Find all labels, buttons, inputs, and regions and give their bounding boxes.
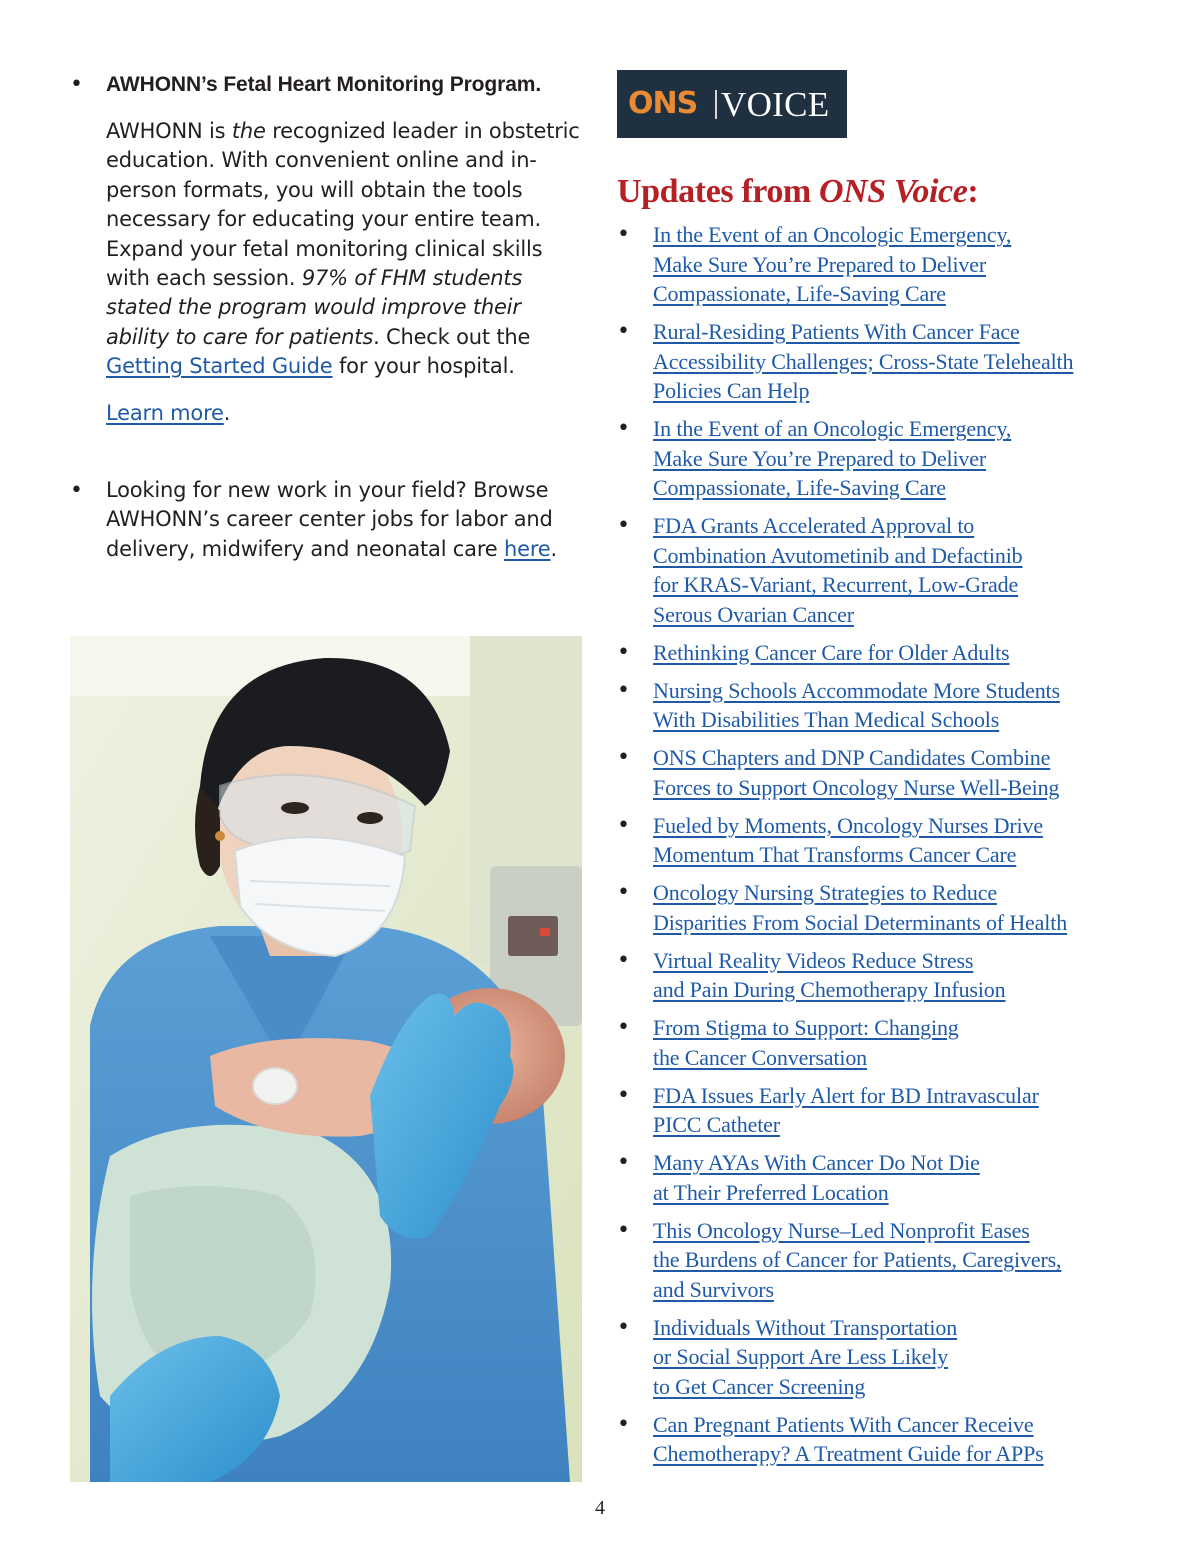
logo-ons-text: ONS	[628, 86, 698, 121]
fhm-program-description: AWHONN is the recognized leader in obstetric education. With convenient online and in-person formats, you will obtain the tools necessary for educating your entire team. Expand your fetal monitoring clinical skills with each session. 97% of FHM students stated the program would improve their ability to care for patients. Check out the Getting Started Guide for your hospital.	[106, 119, 580, 379]
update-link-line: Virtual Reality Videos Reduce Stress	[653, 947, 974, 973]
update-link-line: Compassionate, Life-Saving Care	[653, 475, 946, 500]
logo-voice-text: VOICE	[721, 85, 830, 124]
update-link-line: In the Event of an Oncologic Emergency,	[653, 222, 1012, 247]
update-article-link[interactable]	[653, 220, 1157, 309]
update-link-line: ONS Chapters and DNP Candidates Combine	[653, 745, 1051, 770]
update-link-line: Chemotherapy? A Treatment Guide for APPs	[653, 1441, 1044, 1466]
update-item	[617, 676, 1157, 735]
update-link-line: FDA Grants Accelerated Approval to	[653, 513, 975, 538]
bullet: •	[617, 880, 630, 905]
update-link-line: With Disabilities Than Medical Schools	[653, 707, 1000, 732]
update-article-link[interactable]	[653, 811, 1157, 870]
update-link-line: and Survivors	[653, 1276, 774, 1302]
update-item	[617, 946, 1157, 1005]
bullet: •	[617, 1314, 630, 1340]
update-article-link[interactable]	[653, 946, 1157, 1005]
update-article-link[interactable]	[653, 743, 1157, 802]
logo-separator	[715, 90, 717, 119]
update-link-line: Oncology Nursing Strategies to Reduce	[653, 880, 997, 905]
update-article-link[interactable]	[653, 638, 1157, 668]
update-link-line: Make Sure You’re Prepared to Deliver	[653, 251, 987, 277]
update-link-line: the Burdens of Cancer for Patients, Caregivers,	[653, 1247, 1062, 1272]
update-item	[617, 743, 1157, 802]
bullet: •	[617, 1150, 630, 1175]
update-article-link[interactable]	[653, 317, 1157, 406]
page-number: 4	[595, 1497, 605, 1519]
career-center-here-link[interactable]: here	[504, 536, 551, 561]
update-link-line: to Get Cancer Screening	[653, 1373, 866, 1399]
update-link-line: Forces to Support Oncology Nurse Well-Being	[653, 774, 1060, 800]
bullet: •	[617, 1082, 630, 1108]
update-link-line: Fueled by Moments, Oncology Nurses Drive	[653, 812, 1043, 838]
update-link-line: Make Sure You’re Prepared to Deliver	[653, 445, 987, 471]
update-link-line: From Stigma to Support: Changing	[653, 1015, 959, 1040]
career-center-item	[70, 476, 590, 564]
update-link-line: Accessibility Challenges; Cross-State Telehealth	[653, 348, 1074, 374]
bullet: •	[617, 1411, 630, 1437]
bullet: •	[70, 478, 83, 504]
update-link-line: at Their Preferred Location	[653, 1179, 889, 1205]
update-link-line: Momentum That Transforms Cancer Care	[653, 842, 1017, 867]
update-item	[617, 317, 1157, 406]
update-link-line: for KRAS-Variant, Recurrent, Low-Grade	[653, 572, 1019, 597]
bullet: •	[617, 416, 630, 441]
update-item	[617, 511, 1157, 629]
bullet: •	[617, 1217, 630, 1243]
update-item	[617, 1410, 1157, 1469]
update-link-line: PICC Catheter	[653, 1112, 780, 1137]
ons-voice-logo	[617, 70, 847, 138]
update-article-link[interactable]	[653, 1410, 1157, 1469]
career-center-text: Looking for new work in your field? Browse AWHONN’s career center jobs for labor and delivery, midwifery and neonatal care here.	[106, 478, 558, 561]
bullet: •	[617, 745, 630, 770]
update-item	[617, 220, 1157, 309]
updates-heading: Updates from ONS Voice:	[617, 173, 979, 210]
update-item	[617, 1081, 1157, 1140]
updates-list	[617, 220, 1157, 1477]
bullet: •	[617, 513, 630, 538]
update-link-line: FDA Issues Early Alert for BD Intravascular	[653, 1082, 1039, 1108]
update-item	[617, 1013, 1157, 1072]
update-item	[617, 638, 1157, 668]
fhm-program-item	[70, 70, 590, 428]
update-link-line: and Pain During Chemotherapy Infusion	[653, 977, 1006, 1002]
update-link-line: Can Pregnant Patients With Cancer Receive	[653, 1411, 1034, 1437]
nurse-holding-newborn-photo	[70, 636, 582, 1482]
bullet: •	[617, 677, 630, 703]
update-article-link[interactable]	[653, 676, 1157, 735]
left-column	[70, 70, 590, 564]
update-link-line: Rethinking Cancer Care for Older Adults	[653, 639, 1010, 665]
update-item	[617, 1216, 1157, 1305]
update-item	[617, 1148, 1157, 1207]
bullet: •	[617, 222, 630, 247]
update-link-line: This Oncology Nurse–Led Nonprofit Eases	[653, 1217, 1030, 1243]
update-link-line: In the Event of an Oncologic Emergency,	[653, 416, 1012, 441]
update-article-link[interactable]	[653, 511, 1157, 629]
update-article-link[interactable]	[653, 1148, 1157, 1207]
bullet: •	[617, 947, 630, 973]
update-link-line: Combination Avutometinib and Defactinib	[653, 542, 1023, 568]
update-link-line: Rural-Residing Patients With Cancer Face	[653, 319, 1020, 344]
bullet: •	[617, 812, 630, 838]
update-link-line: Policies Can Help	[653, 378, 810, 403]
bullet: •	[617, 1015, 630, 1040]
fhm-program-title: AWHONN’s Fetal Heart Monitoring Program.	[106, 73, 542, 96]
update-article-link[interactable]	[653, 1081, 1157, 1140]
learn-more-link[interactable]: Learn more	[106, 400, 224, 425]
update-item	[617, 414, 1157, 503]
bullet: •	[617, 319, 630, 344]
update-item	[617, 878, 1157, 937]
update-link-line: the Cancer Conversation	[653, 1044, 868, 1070]
bullet: •	[70, 72, 83, 97]
update-item	[617, 1313, 1157, 1402]
update-article-link[interactable]	[653, 1216, 1157, 1305]
update-article-link[interactable]	[653, 1313, 1157, 1402]
update-link-line: Individuals Without Transportation	[653, 1314, 958, 1340]
update-link-line: Serous Ovarian Cancer	[653, 601, 854, 627]
learn-more-line: Learn more.	[106, 400, 231, 425]
update-link-line: Many AYAs With Cancer Do Not Die	[653, 1150, 980, 1175]
update-link-line: Disparities From Social Determinants of Health	[653, 909, 1068, 935]
update-link-line: Compassionate, Life-Saving Care	[653, 281, 946, 306]
update-article-link[interactable]	[653, 414, 1157, 503]
bullet: •	[617, 639, 630, 665]
update-link-line: or Social Support Are Less Likely	[653, 1344, 949, 1369]
update-item	[617, 811, 1157, 870]
photo-illustration	[70, 636, 582, 1482]
getting-started-guide-link[interactable]: Getting Started Guide	[106, 354, 333, 379]
update-article-link[interactable]	[653, 878, 1157, 937]
update-link-line: Nursing Schools Accommodate More Students	[653, 677, 1060, 703]
update-article-link[interactable]	[653, 1013, 1157, 1072]
